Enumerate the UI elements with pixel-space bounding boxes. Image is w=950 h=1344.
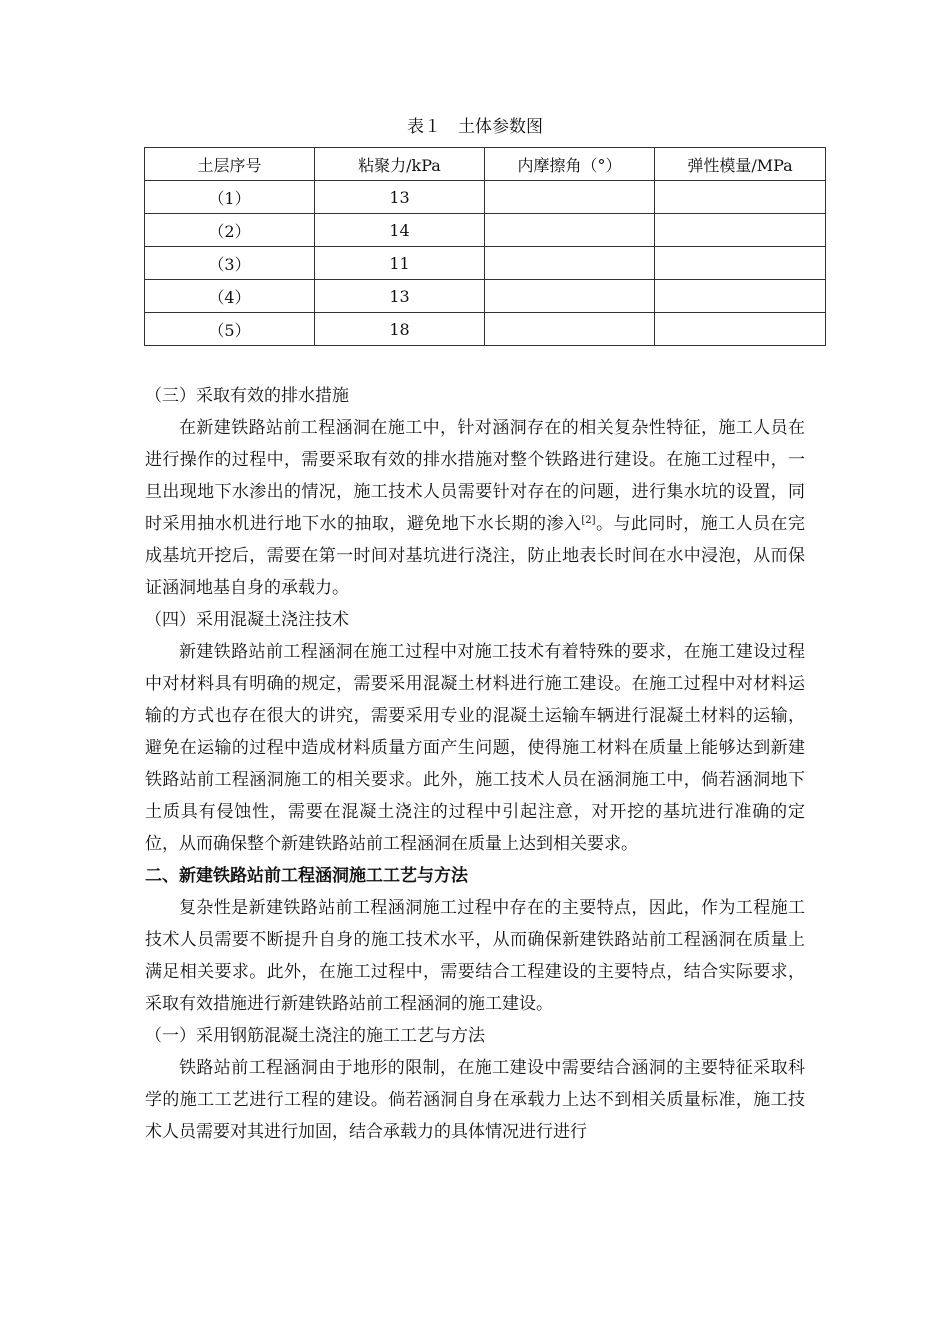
table-row [145,247,826,280]
paragraph: 复杂性是新建铁路站前工程涵洞施工过程中存在的主要特点，因此，作为工程施工技术人员需要不断提升自身的施工技术水平，从而确保新建铁路站前工程涵洞在质量上满足相关要求。此外，在施工过程中，需要结合工程建设的主要特点，结合实际要求，采取有效措施进行新建铁路站前工程涵洞的施工建设。 [145,898,805,1014]
table-cell [655,280,826,313]
section-heading: （一）采用钢筋混凝土浇注的施工工艺与方法 [145,1026,485,1046]
table-cell: （3） [145,247,315,280]
table-header-row [145,148,826,181]
header-cell: 粘聚力/kPa [315,148,485,181]
table-row [145,214,826,247]
table-row [145,181,826,214]
table-cell [655,181,826,214]
paragraph: 新建铁路站前工程涵洞在施工过程中对施工技术有着特殊的要求，在施工建设过程中对材料具有明确的规定，需要采用混凝土材料进行施工建设。在施工过程中对材料运输的方式也存在很大的讲究，需要采用专业的混凝土运输车辆进行混凝土材料的运输，避免在运输的过程中造成材料质量方面产生问题，使得施工材料在质量上能够达到新建铁路站前工程涵洞施工的相关要求。此外，施工技术人员在涵洞施工中，倘若涵洞地下土质具有侵蚀性，需要在混凝土浇注的过程中引起注意，对开挖的基坑进行准确的定位，从而确保整个新建铁路站前工程涵洞在质量上达到相关要求。 [145,642,805,854]
table-cell: （1） [145,181,315,214]
chapter-heading: 二、新建铁路站前工程涵洞施工工艺与方法 [145,866,468,886]
table-caption: 表１ 土体参数图 [407,117,543,137]
table-cell [485,214,655,247]
header-cell: 土层序号 [145,148,315,181]
table-cell: （2） [145,214,315,247]
table-cell: 14 [315,214,485,247]
header-cell: 内摩擦角（°） [485,148,655,181]
table-cell [655,247,826,280]
table-cell: （4） [145,280,315,313]
table-cell: （5） [145,313,315,346]
citation-ref: [2] [581,515,596,526]
table-row [145,313,826,346]
header-cell: 弹性模量/MPa [655,148,826,181]
paragraph: 铁路站前工程涵洞由于地形的限制，在施工建设中需要结合涵洞的主要特征采取科学的施工工艺进行工程的建设。倘若涵洞自身在承载力上达不到相关质量标准，施工技术人员需要对其进行加固，结合承载力的具体情况进行进行 [145,1058,805,1142]
soil-parameter-table [144,147,826,346]
table-cell: 13 [315,181,485,214]
paragraph-text: 。与此同时，施工人员在完成基坑开挖后，需要在第一时间对基坑进行浇注，防止地表长时间在水中浸泡，从而保证涵洞地基自身的承载力。 [145,514,806,598]
table-cell [485,247,655,280]
table-cell: 18 [315,313,485,346]
section-heading: （四）采用混凝土浇注技术 [145,610,349,630]
table-cell: 13 [315,280,485,313]
paragraph-text: 在新建铁路站前工程涵洞在施工中，针对涵洞存在的相关复杂性特征，施工人员在进行操作的过程中，需要采取有效的排水措施对整个铁路进行建设。在施工过程中，一旦出现地下水渗出的情况，施工技术人员需要针对存在的问题，进行集水坑的设置，同时采用抽水机进行地下水的抽取，避免地下水长期的渗入 [145,418,805,534]
table-cell [485,181,655,214]
table-cell: 11 [315,247,485,280]
table-cell [485,280,655,313]
section-heading: （三）采取有效的排水措施 [145,386,349,406]
table-cell [655,214,826,247]
table-cell [655,313,826,346]
table-row [145,280,826,313]
article-body [145,380,805,1148]
table-cell [485,313,655,346]
paragraph [145,412,805,604]
